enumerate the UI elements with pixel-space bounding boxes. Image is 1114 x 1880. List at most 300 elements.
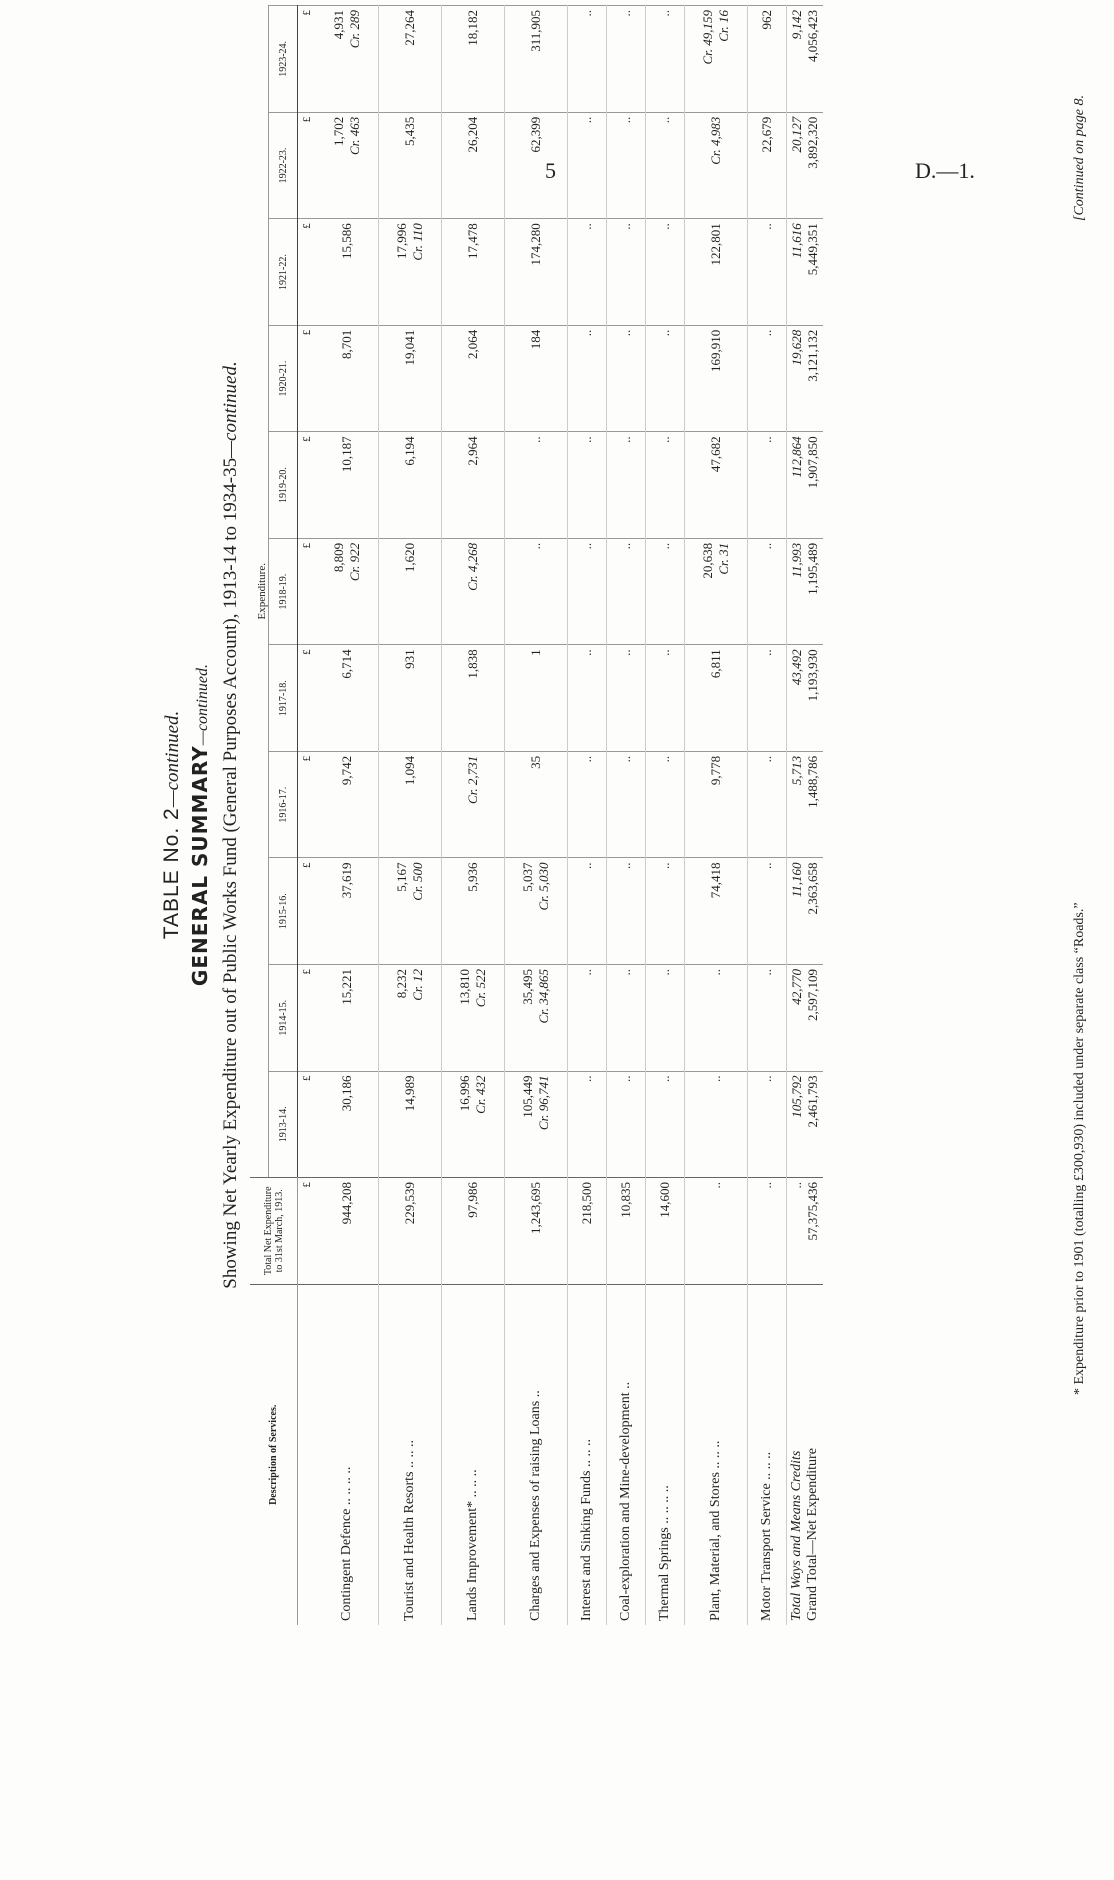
ways-means-value: 11,160 (789, 862, 804, 898)
year-total (787, 858, 824, 965)
table-row (646, 6, 685, 1626)
year-value (748, 325, 787, 432)
value-amount: 1,702 (331, 116, 346, 146)
totals-total (787, 1178, 824, 1285)
year-value (316, 751, 379, 858)
value-amount: .. (618, 968, 633, 976)
value-amount: 74,418 (708, 862, 723, 899)
credit-amount: Cr. 500 (410, 862, 425, 901)
year-value (646, 6, 685, 113)
credit-amount: Cr. 34,865 (536, 968, 551, 1024)
value-amount: Cr. 2,731 (465, 755, 480, 804)
totals-labels (787, 1284, 824, 1625)
ways-means-value: 5,713 (789, 755, 804, 786)
credit-amount: Cr. 12 (410, 968, 425, 1001)
value-amount: 5,936 (465, 862, 480, 892)
credit-amount: Cr. 110 (410, 223, 425, 261)
year-value (379, 538, 442, 645)
table-row (607, 6, 646, 1626)
value-amount: .. (759, 329, 774, 337)
ways-means-total: .. (789, 1182, 804, 1189)
value-amount: Cr. 49,159 (700, 10, 715, 65)
footnote: * Expenditure prior to 1901 (totalling £300,930) included under separate class “Roads.” (1072, 902, 1087, 1395)
year-value (379, 751, 442, 858)
value-amount: .. (759, 542, 774, 550)
year-value (316, 964, 379, 1071)
value-amount: .. (618, 436, 633, 443)
year-value (568, 219, 607, 326)
expenditure-header: Expenditure. (250, 6, 269, 1178)
value-amount: .. (618, 329, 633, 337)
year-header: 1913-14. (269, 1071, 298, 1178)
row-description: Interest and Sinking Funds .. .. .. (568, 1284, 607, 1625)
totals-row (787, 6, 824, 1626)
value-amount: 62,399 (528, 116, 543, 153)
value-amount: 17,478 (465, 223, 480, 260)
value-amount: .. (618, 10, 633, 17)
value-amount: 174,280 (528, 223, 543, 266)
table-row (505, 6, 568, 1626)
year-value (442, 219, 505, 326)
year-value (685, 538, 748, 645)
year-value (379, 858, 442, 965)
value-amount: 1,094 (402, 755, 417, 786)
year-value (607, 219, 646, 326)
grand-total-value: 57,375,436 (805, 1182, 820, 1241)
year-value (379, 964, 442, 1071)
year-value (505, 538, 568, 645)
year-value (607, 6, 646, 113)
year-header: 1917-18. (269, 645, 298, 752)
ways-means-value: 20,127 (789, 116, 804, 153)
credit-amount: Cr. 289 (347, 10, 362, 49)
value-amount: 20,638 (700, 542, 715, 579)
value-amount: 27,264 (402, 10, 417, 46)
table-row (568, 6, 607, 1626)
year-value (646, 1071, 685, 1178)
value-amount: 1,838 (465, 649, 480, 679)
year-value (748, 1071, 787, 1178)
row-total: .. (748, 1178, 787, 1285)
ways-means-value: 11,993 (789, 542, 804, 578)
year-total (787, 219, 824, 326)
page-reference: D.—1. (915, 158, 975, 183)
year-value (685, 219, 748, 326)
ways-means-value: 11,616 (789, 223, 804, 259)
grand-total-year: 5,449,351 (805, 223, 820, 276)
value-amount: 122,801 (708, 223, 723, 266)
value-amount: .. (579, 10, 594, 17)
row-total: .. (685, 1178, 748, 1285)
grand-total-year: 3,121,132 (805, 329, 820, 382)
year-value (607, 858, 646, 965)
value-amount: .. (657, 862, 672, 869)
year-value (748, 538, 787, 645)
year-value (748, 432, 787, 539)
row-description: Thermal Springs .. .. .. .. (646, 1284, 685, 1625)
year-value (442, 1071, 505, 1178)
year-value (568, 538, 607, 645)
year-value (442, 645, 505, 752)
ways-means-value: 43,492 (789, 649, 804, 686)
year-value (748, 751, 787, 858)
year-value (505, 858, 568, 965)
pound-sign: £ (298, 538, 317, 645)
ways-means-label: Total Ways and Means Credits (789, 1450, 804, 1621)
value-amount: 311,905 (528, 10, 543, 52)
row-description: Plant, Material, and Stores .. .. .. (685, 1284, 748, 1625)
year-value (607, 964, 646, 1071)
row-total: 97,986 (442, 1178, 505, 1285)
row-total: 10,835 (607, 1178, 646, 1285)
value-amount: 962 (759, 10, 774, 30)
value-amount: 19,041 (402, 329, 417, 366)
value-amount: .. (759, 755, 774, 763)
value-amount: 8,701 (339, 329, 354, 360)
description-header: Description of Services. (250, 1284, 298, 1625)
value-amount: .. (759, 1075, 774, 1083)
year-value (442, 538, 505, 645)
year-value (685, 858, 748, 965)
year-value (505, 751, 568, 858)
value-amount: 15,221 (339, 968, 354, 1005)
credit-amount: Cr. 31 (716, 542, 731, 575)
row-total: 1,243,695 (505, 1178, 568, 1285)
value-amount: 8,232 (394, 968, 409, 999)
year-value (568, 1071, 607, 1178)
continued-note: [Continued on page 8. (1072, 95, 1087, 221)
value-amount: .. (528, 436, 543, 443)
value-amount: .. (759, 862, 774, 869)
grand-total-year: 1,488,786 (805, 755, 820, 808)
year-header: 1915-16. (269, 858, 298, 965)
value-amount: .. (708, 968, 723, 976)
year-value (568, 645, 607, 752)
value-amount: .. (579, 223, 594, 230)
value-amount: 8,809 (331, 542, 346, 573)
year-value (379, 432, 442, 539)
value-amount: 18,182 (465, 10, 480, 46)
year-value (442, 112, 505, 219)
ways-means-value: 42,770 (789, 968, 804, 1005)
year-value (646, 325, 685, 432)
value-amount: .. (618, 542, 633, 550)
value-amount: 105,449 (520, 1075, 535, 1118)
year-value (505, 964, 568, 1071)
year-value (505, 325, 568, 432)
row-description: Coal-exploration and Mine-development .. (607, 1284, 646, 1625)
year-header: 1914-15. (269, 964, 298, 1071)
year-value (316, 538, 379, 645)
year-total (787, 1071, 824, 1178)
year-value (505, 432, 568, 539)
year-total (787, 538, 824, 645)
value-amount: Cr. 4,983 (708, 116, 723, 165)
pound-sign: £ (298, 964, 317, 1071)
value-amount: 15,586 (339, 223, 354, 260)
year-value (316, 432, 379, 539)
year-value (607, 432, 646, 539)
row-description: Charges and Expenses of raising Loans .. (505, 1284, 568, 1625)
value-amount: 47,682 (708, 436, 723, 473)
year-value (568, 112, 607, 219)
value-amount: .. (657, 436, 672, 443)
year-value (568, 432, 607, 539)
value-amount: 30,186 (339, 1075, 354, 1112)
year-value (442, 751, 505, 858)
year-header: 1921-22. (269, 219, 298, 326)
year-value (646, 858, 685, 965)
grand-total-year: 1,907,850 (805, 436, 820, 489)
year-value (379, 6, 442, 113)
pound-sign: £ (298, 1071, 317, 1178)
credit-amount: Cr. 96,741 (536, 1075, 551, 1131)
credit-amount: Cr. 522 (473, 968, 488, 1008)
value-amount: 6,714 (339, 649, 354, 679)
value-amount: .. (657, 968, 672, 976)
year-value (685, 6, 748, 113)
year-value (685, 432, 748, 539)
value-amount: 9,778 (708, 755, 723, 786)
year-value (607, 325, 646, 432)
year-value (748, 645, 787, 752)
grand-total-year: 2,363,658 (805, 862, 820, 915)
pound-sign: £ (298, 432, 317, 539)
year-value (748, 6, 787, 113)
value-amount: 37,619 (339, 862, 354, 899)
year-value (379, 219, 442, 326)
row-total: 944,208 (316, 1178, 379, 1285)
year-value (316, 1071, 379, 1178)
year-value (685, 645, 748, 752)
value-amount: 5,435 (402, 116, 417, 146)
year-value (685, 325, 748, 432)
year-value (568, 751, 607, 858)
year-value (646, 112, 685, 219)
year-value (607, 1071, 646, 1178)
value-amount: .. (618, 1075, 633, 1083)
year-value (316, 325, 379, 432)
value-amount: .. (759, 223, 774, 230)
value-amount: .. (618, 223, 633, 230)
value-amount: .. (759, 649, 774, 656)
year-header: 1918-19. (269, 538, 298, 645)
year-value (646, 751, 685, 858)
value-amount: 5,167 (394, 862, 409, 892)
year-value (379, 325, 442, 432)
value-amount: .. (579, 329, 594, 337)
value-amount: .. (657, 542, 672, 550)
value-amount: 10,187 (339, 436, 354, 473)
pound-sign: £ (298, 112, 317, 219)
year-value (646, 219, 685, 326)
pound-sign: £ (298, 325, 317, 432)
value-amount: .. (708, 1075, 723, 1083)
grand-total-year: 4,056,423 (805, 10, 820, 62)
year-value (748, 858, 787, 965)
value-amount: 4,931 (331, 10, 346, 40)
year-value (646, 645, 685, 752)
year-value (685, 751, 748, 858)
value-amount: .. (657, 329, 672, 337)
year-value (568, 858, 607, 965)
grand-total-year: 2,597,109 (805, 968, 820, 1021)
year-value (748, 964, 787, 1071)
ways-means-value: 19,628 (789, 329, 804, 366)
year-total (787, 6, 824, 113)
value-amount: 16,996 (457, 1075, 472, 1112)
table-row (379, 6, 442, 1626)
year-total (787, 751, 824, 858)
value-amount: .. (579, 968, 594, 976)
year-value (505, 219, 568, 326)
value-amount: 9,742 (339, 755, 354, 786)
value-amount: 26,204 (465, 116, 480, 153)
credit-amount: Cr. 922 (347, 542, 362, 582)
value-amount: 6,811 (708, 649, 723, 679)
row-total: 218,500 (568, 1178, 607, 1285)
value-amount: 1 (528, 649, 543, 656)
value-amount: .. (618, 116, 633, 124)
year-value (685, 112, 748, 219)
table-description: Showing Net Yearly Expenditure out of Public Works Fund (General Purposes Account), 1913-14 to 1934-35—continued. (220, 361, 241, 1289)
pound-sign: £ (298, 645, 317, 752)
value-amount: 6,194 (402, 436, 417, 466)
total-header: Total Net Expenditure to 31st March, 1913. (250, 1178, 298, 1285)
value-amount: .. (657, 649, 672, 656)
year-value (748, 219, 787, 326)
row-total: 229,539 (379, 1178, 442, 1285)
table-row (748, 6, 787, 1626)
year-value (442, 325, 505, 432)
year-value (379, 645, 442, 752)
credit-amount: Cr. 432 (473, 1075, 488, 1114)
value-amount: .. (579, 1075, 594, 1083)
row-description: Motor Transport Service .. .. .. (748, 1284, 787, 1625)
year-header: 1916-17. (269, 751, 298, 858)
row-description: Tourist and Health Resorts .. .. .. (379, 1284, 442, 1625)
grand-total-year: 2,461,793 (805, 1075, 820, 1128)
year-value (505, 112, 568, 219)
year-value (568, 325, 607, 432)
pound-spacer (298, 1284, 317, 1625)
general-summary-title: GENERAL SUMMARY—continued. (188, 663, 212, 987)
row-total: 14,600 (646, 1178, 685, 1285)
year-value (685, 1071, 748, 1178)
value-amount: .. (579, 649, 594, 656)
year-value (646, 432, 685, 539)
rotated-table-page (160, 5, 1114, 1645)
year-value (316, 858, 379, 965)
value-amount: 2,064 (465, 329, 480, 360)
year-value (442, 432, 505, 539)
pound-sign: £ (298, 1178, 317, 1285)
value-amount: .. (759, 436, 774, 443)
grand-total-year: 1,195,489 (805, 542, 820, 595)
ways-means-value: 105,792 (789, 1075, 804, 1118)
value-amount: .. (528, 542, 543, 550)
value-amount: 184 (528, 329, 543, 350)
value-amount: .. (657, 223, 672, 230)
credit-amount: Cr. 5,030 (536, 862, 551, 911)
value-amount: 14,989 (402, 1075, 417, 1112)
value-amount: .. (579, 862, 594, 869)
credit-amount: Cr. 463 (347, 116, 362, 156)
year-value (379, 1071, 442, 1178)
expenditure-table (250, 5, 823, 1625)
year-value (568, 964, 607, 1071)
year-value (442, 6, 505, 113)
year-total (787, 964, 824, 1071)
value-amount: .. (657, 10, 672, 17)
year-value (379, 112, 442, 219)
year-value (316, 6, 379, 113)
year-header: 1923-24. (269, 6, 298, 113)
table-number-title: TABLE No. 2—continued. (160, 710, 183, 940)
year-value (316, 112, 379, 219)
value-amount: .. (759, 968, 774, 976)
year-total (787, 432, 824, 539)
year-value (505, 1071, 568, 1178)
pound-sign: £ (298, 219, 317, 326)
value-amount: Cr. 4,268 (465, 542, 480, 591)
value-amount: 35 (528, 755, 543, 769)
value-amount: .. (657, 755, 672, 763)
grand-total-label: Grand Total—Net Expenditure (805, 1448, 820, 1621)
pound-sign: £ (298, 6, 317, 113)
value-amount: .. (579, 755, 594, 763)
year-value (646, 964, 685, 1071)
value-amount: 22,679 (759, 116, 774, 153)
year-header: 1919-20. (269, 432, 298, 539)
value-amount: .. (618, 862, 633, 869)
row-description: Lands Improvement* .. .. .. (442, 1284, 505, 1625)
value-amount: .. (579, 542, 594, 550)
value-amount: 169,910 (708, 329, 723, 373)
value-amount: .. (618, 755, 633, 763)
value-amount: 13,810 (457, 968, 472, 1005)
value-amount: 2,964 (465, 436, 480, 466)
year-value (316, 219, 379, 326)
year-value (607, 751, 646, 858)
year-value (505, 6, 568, 113)
year-value (505, 645, 568, 752)
year-value (316, 645, 379, 752)
table-row (316, 6, 379, 1626)
value-amount: 1,620 (402, 542, 417, 573)
pound-sign: £ (298, 858, 317, 965)
row-description: Contingent Defence .. .. .. .. (316, 1284, 379, 1625)
year-total (787, 325, 824, 432)
table-row (442, 6, 505, 1626)
page-number: 5 (545, 158, 556, 183)
year-total (787, 112, 824, 219)
table-row (685, 6, 748, 1626)
year-value (442, 964, 505, 1071)
value-amount: .. (579, 436, 594, 443)
year-header: 1922-23. (269, 112, 298, 219)
value-amount: .. (657, 116, 672, 124)
year-value (607, 112, 646, 219)
year-value (685, 964, 748, 1071)
year-value (442, 858, 505, 965)
year-total (787, 645, 824, 752)
value-amount: .. (579, 116, 594, 124)
year-value (568, 6, 607, 113)
pound-sign: £ (298, 751, 317, 858)
value-amount: 931 (402, 649, 417, 669)
year-header: 1920-21. (269, 325, 298, 432)
